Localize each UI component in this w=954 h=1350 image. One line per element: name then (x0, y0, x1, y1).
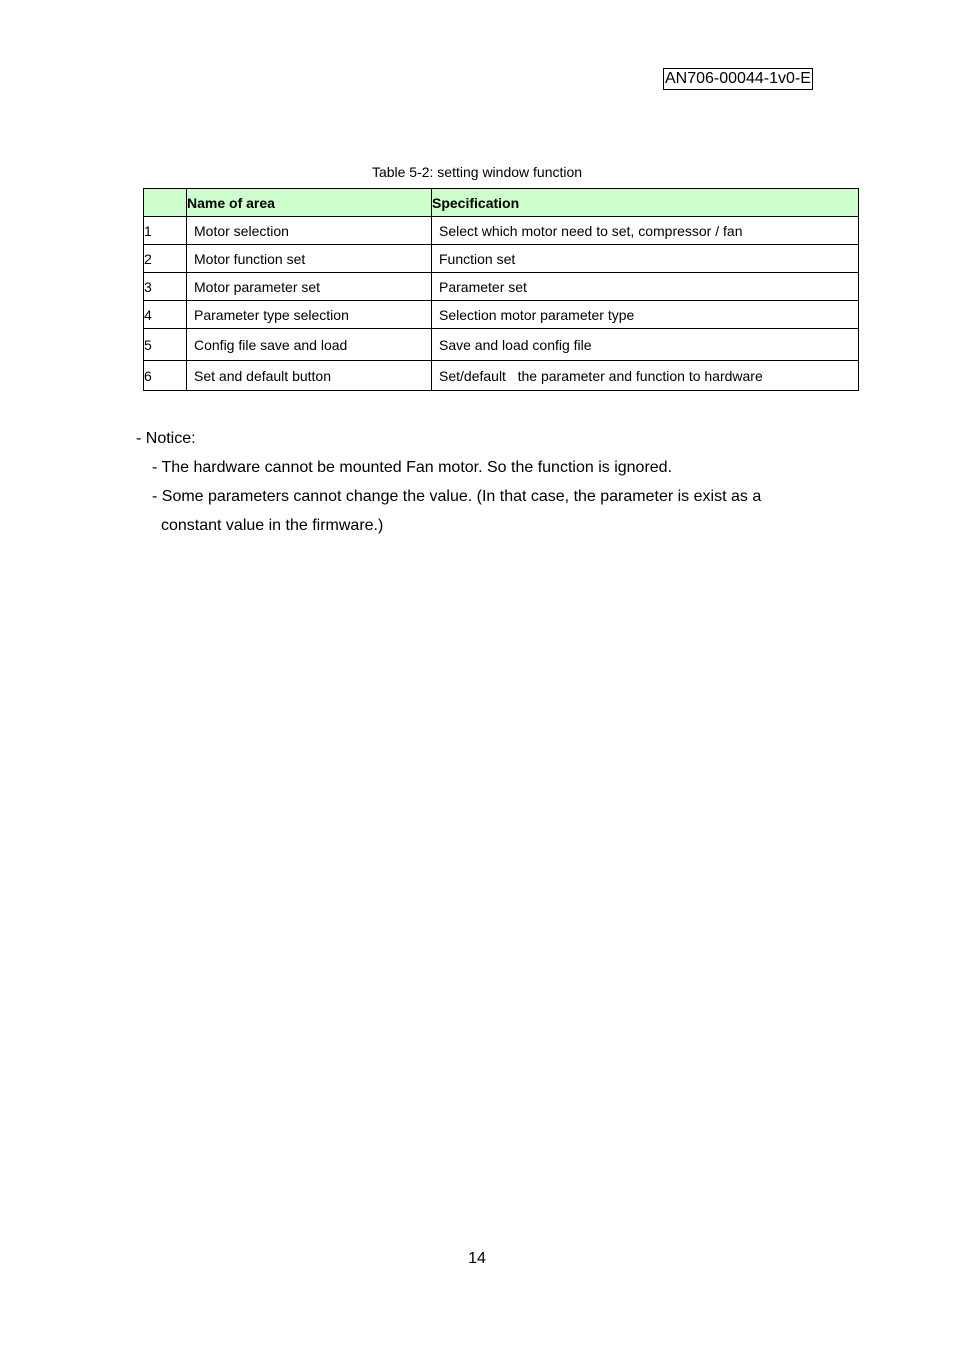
notice-item-continuation: constant value in the firmware.) (161, 517, 384, 534)
row-number: 3 (144, 273, 187, 301)
row-number: 6 (144, 361, 187, 391)
row-number: 4 (144, 301, 187, 329)
area-specification: Save and load config file (432, 329, 859, 361)
area-name: Config file save and load (187, 329, 432, 361)
area-specification: Parameter set (432, 273, 859, 301)
header-num (144, 189, 187, 217)
table-row (144, 245, 859, 273)
row-number: 1 (144, 217, 187, 245)
area-specification: Function set (432, 245, 859, 273)
area-name: Motor parameter set (187, 273, 432, 301)
notice-item: - Some parameters cannot change the value. (In that case, the parameter is exist as a (152, 488, 762, 505)
area-specification: Set/default the parameter and function to hardware (432, 361, 859, 391)
table-header-row (144, 189, 859, 217)
header-specification: Specification (432, 189, 859, 217)
area-name: Motor function set (187, 245, 432, 273)
area-specification: Selection motor parameter type (432, 301, 859, 329)
notice-title: - Notice: (136, 430, 196, 447)
table-row (144, 361, 859, 391)
table-row (144, 273, 859, 301)
page-number: 14 (468, 1250, 486, 1267)
notice-item: - The hardware cannot be mounted Fan motor. So the function is ignored. (152, 459, 673, 476)
header-name-of-area: Name of area (187, 189, 432, 217)
area-name: Parameter type selection (187, 301, 432, 329)
notice-section (136, 424, 761, 540)
row-number: 5 (144, 329, 187, 361)
row-number: 2 (144, 245, 187, 273)
document-id: AN706-00044-1v0-E (663, 68, 813, 90)
table-row (144, 217, 859, 245)
area-name: Motor selection (187, 217, 432, 245)
area-name: Set and default button (187, 361, 432, 391)
table-row (144, 301, 859, 329)
setting-window-function-table (143, 188, 859, 391)
area-specification: Select which motor need to set, compressor / fan (432, 217, 859, 245)
table-caption: Table 5-2: setting window function (371, 164, 583, 180)
table-row (144, 329, 859, 361)
